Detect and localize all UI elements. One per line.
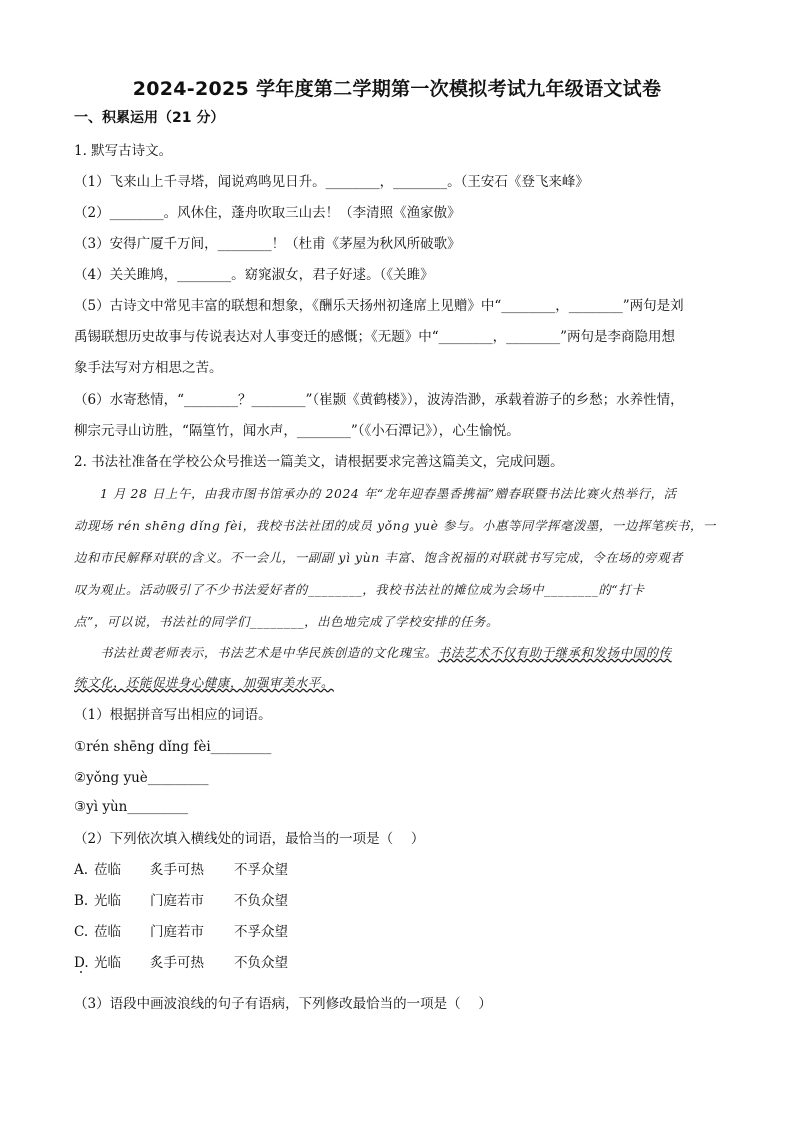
pinyin-blank-2: ②yǒng yuè_________ [74,770,209,786]
q1-item-5-line-3: 象手法写对方相思之苦。 [74,360,223,376]
option-letter: A. [74,862,89,878]
exam-title: 2024-2025 学年度第二学期第一次模拟考试九年级语文试卷 [132,78,662,100]
option-word-2: 炙手可热 [150,862,204,878]
q1-item-6-line-2: 柳宗元寻山访胜，“隔篁竹，闻水声，________”（《小石潭记》），心生愉悦。 [74,423,520,439]
passage-line-6 [100,643,724,663]
question-2-heading: 2. 书法社准备在学校公众号推送一篇美文，请根据要求完善这篇美文，完成问题。 [74,454,564,470]
option-word-2: 门庭若市 [150,893,204,909]
subquestion-1: （1）根据拼音写出相应的词语。 [74,707,272,723]
option-word-3: 不负众望 [234,955,288,971]
section-heading: 一、积累运用（21 分） [74,110,225,126]
subquestion-2: （2）下列依次填入横线处的词语，最恰当的一项是（ ） [74,831,425,847]
subquestion-3: （3）语段中画波浪线的句子有语病，下列修改最恰当的一项是（ ） [74,996,492,1012]
wavy-underlined-sentence: 书法艺术不仅有助于继承和发扬中国的传 [437,645,672,660]
option-word-1: 光临 [94,955,121,971]
pinyin-blank-3: ③yì yùn_________ [74,799,189,815]
option-word-3: 不孚众望 [234,862,288,878]
q1-item-3: （3）安得广厦千万间，________！（杜甫《茅屋为秋风所破歌》 [74,236,461,252]
q1-item-6-line-1: （6）水寄愁情，“________？________”（崔颢《黄鹤楼》），波涛浩渺，承载着游子的乡愁；水养性情， [74,392,684,408]
passage-line-7 [74,673,724,693]
passage-line-5: 点”，可以说，书法社的同学们________，出色地完成了学校安排的任务。 [74,614,500,629]
option-word-2: 门庭若市 [150,924,204,940]
option-d [74,953,724,973]
option-word-2: 炙手可热 [150,955,204,971]
stray-dot-mark [80,971,82,973]
option-c [74,922,724,942]
q1-item-4: （4）关关雎鸠，________。窈窕淑女，君子好逑。（《关雎》 [74,267,434,283]
question-1-heading: 1. 默写古诗文。 [74,143,173,159]
option-word-1: 光临 [94,893,121,909]
passage-plain-text: 书法社黄老师表示，书法艺术是中华民族创造的文化瑰宝。 [100,645,438,660]
q1-item-5-line-1: （5）古诗文中常见丰富的联想和想象，《酬乐天扬州初逢席上见赠》中“________，________”两句是刘 [74,298,684,314]
option-word-1: 莅临 [94,924,121,940]
q1-item-2: （2）________。风休住，蓬舟吹取三山去！（李清照《渔家傲》 [74,205,461,221]
q1-item-5-line-2: 禹锡联想历史故事与传说表达对人事变迁的感慨；《无题》中“________，________”两句是李商隐用想 [74,329,676,345]
option-word-3: 不孚众望 [234,924,288,940]
option-word-1: 莅临 [94,862,121,878]
passage-line-2: 动现场 rén shēng dǐng fèi，我校书法社团的成员 yǒng yuè 参与。小惠等同学挥毫泼墨，一边挥笔疾书，一 [74,518,716,533]
q1-item-1: （1）飞来山上千寻塔，闻说鸡鸣见日升。________，________。（王安石《登飞来峰》 [74,174,589,190]
option-letter: D. [74,955,89,971]
passage-line-1: 1 月 28 日上午，由我市图书馆承办的 2024 年“龙年迎春墨香携福”赠春联暨书法比赛火热举行，活 [100,486,677,501]
passage-line-3: 边和市民解释对联的含义。不一会儿，一副副 yì yùn 丰富、饱含祝福的对联就书写完成，令在场的旁观者 [74,550,684,565]
option-letter: C. [74,924,89,940]
wavy-underlined-sentence-end: 统文化，还能促进身心健康，加强审美水平。 [74,675,334,690]
pinyin-blank-1: ①rén shēng dǐng fèi_________ [74,739,272,755]
option-word-3: 不负众望 [234,893,288,909]
option-letter: B. [74,893,89,909]
passage-line-4: 叹为观止。活动吸引了不少书法爱好者的________，我校书法社的摊位成为会场中________的“打卡 [74,582,645,597]
option-b [74,891,724,911]
option-a [74,860,724,880]
